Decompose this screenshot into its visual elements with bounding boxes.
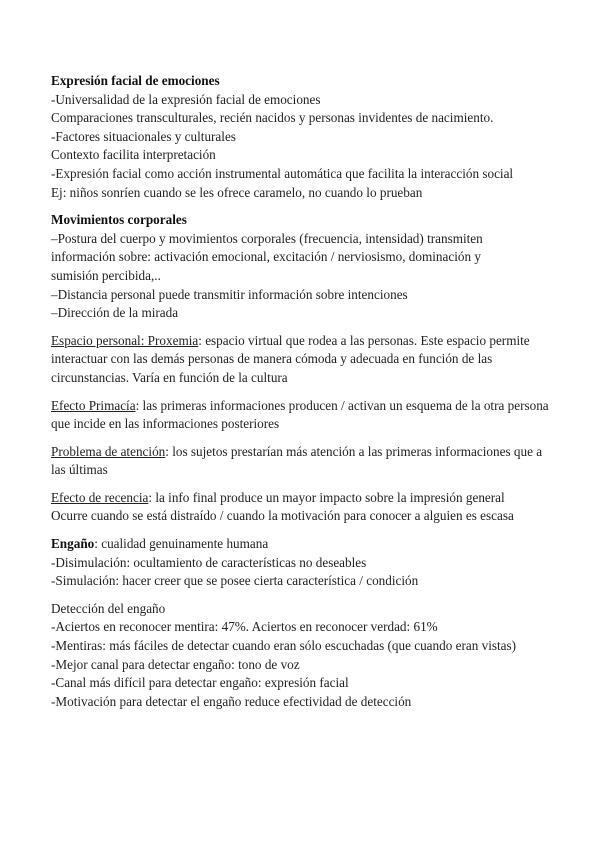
section-deteccion-engano: [51, 600, 560, 712]
text-line: -Canal más difícil para detectar engaño: expresión facial: [51, 675, 349, 691]
section-title: Detección del engaño: [51, 600, 166, 616]
text-line: –Postura del cuerpo y movimientos corporales (frecuencia, intensidad) transmiten: [51, 230, 483, 246]
text-line: –Distancia personal puede transmitir información sobre intenciones: [51, 286, 408, 302]
text-line: -Disimulación: ocultamiento de características no deseables: [51, 554, 367, 570]
term-primacia: Efecto Primacía: [51, 397, 136, 413]
paragraph-proxemia: [51, 332, 560, 388]
text-line: Comparaciones transculturales, recién nacidos y personas invidentes de nacimiento.: [51, 110, 494, 126]
term-definition: : cualidad genuinamente humana: [94, 536, 269, 552]
text-line: -Universalidad de la expresión facial de emociones: [51, 91, 321, 107]
text-line: Ej: niños sonríen cuando se les ofrece caramelo, no cuando lo prueban: [51, 184, 423, 200]
term-definition: : espacio virtual que rodea a las personas. Este espacio permite interactuar con las demás personas de manera cómoda y adecuada en función de las circunstancias. Varía en función de la cultura: [51, 332, 530, 385]
term-definition: : los sujetos prestarían más atención a las primeras informaciones que a las últimas: [51, 443, 543, 478]
paragraph-problema-atencion: [51, 443, 560, 480]
text-line: sumisión percibida,..: [51, 267, 161, 283]
section-movimientos-corporales: [51, 211, 560, 323]
text-line: Contexto facilita interpretación: [51, 147, 216, 163]
text-line: –Dirección de la mirada: [51, 305, 179, 321]
text-line: -Simulación: hacer creer que se posee cierta característica / condición: [51, 573, 419, 589]
section-title: Movimientos corporales: [51, 212, 187, 228]
text-line: -Mejor canal para detectar engaño: tono de voz: [51, 656, 300, 672]
text-line: -Factores situacionales y culturales: [51, 128, 236, 144]
term-definition: : las primeras informaciones producen / activan un esquema de la otra persona que incide en las informaciones posteriores: [51, 397, 549, 432]
section-expresion-facial: [51, 72, 560, 202]
text-line: -Mentiras: más fáciles de detectar cuando eran sólo escuchadas (que cuando eran vistas): [51, 638, 517, 654]
term-engano: Engaño: [51, 536, 95, 552]
paragraph-efecto-primacia: [51, 397, 560, 434]
section-title: Expresión facial de emociones: [51, 73, 220, 88]
text-line: información sobre: activación emocional, excitación / nerviosismo, dominación y: [51, 249, 481, 265]
text-line: -Aciertos en reconocer mentira: 47%. Aciertos en reconocer verdad: 61%: [51, 619, 438, 635]
term-proxemia: Espacio personal: Proxemia: [51, 332, 199, 348]
text-line: -Motivación para detectar el engaño reduce efectividad de detección: [51, 693, 412, 709]
term-definition: : la info final produce un mayor impacto sobre la impresión general: [148, 489, 505, 505]
term-recencia: Efecto de recencia: [51, 489, 149, 505]
text-line: -Expresión facial como acción instrumental automática que facilita la interacción social: [51, 165, 514, 181]
term-atencion: Problema de atención: [51, 443, 166, 459]
text-line: Ocurre cuando se está distraído / cuando la motivación para conocer a alguien es escasa: [51, 508, 514, 524]
paragraph-efecto-recencia: [51, 489, 560, 526]
section-engano: [51, 535, 560, 591]
